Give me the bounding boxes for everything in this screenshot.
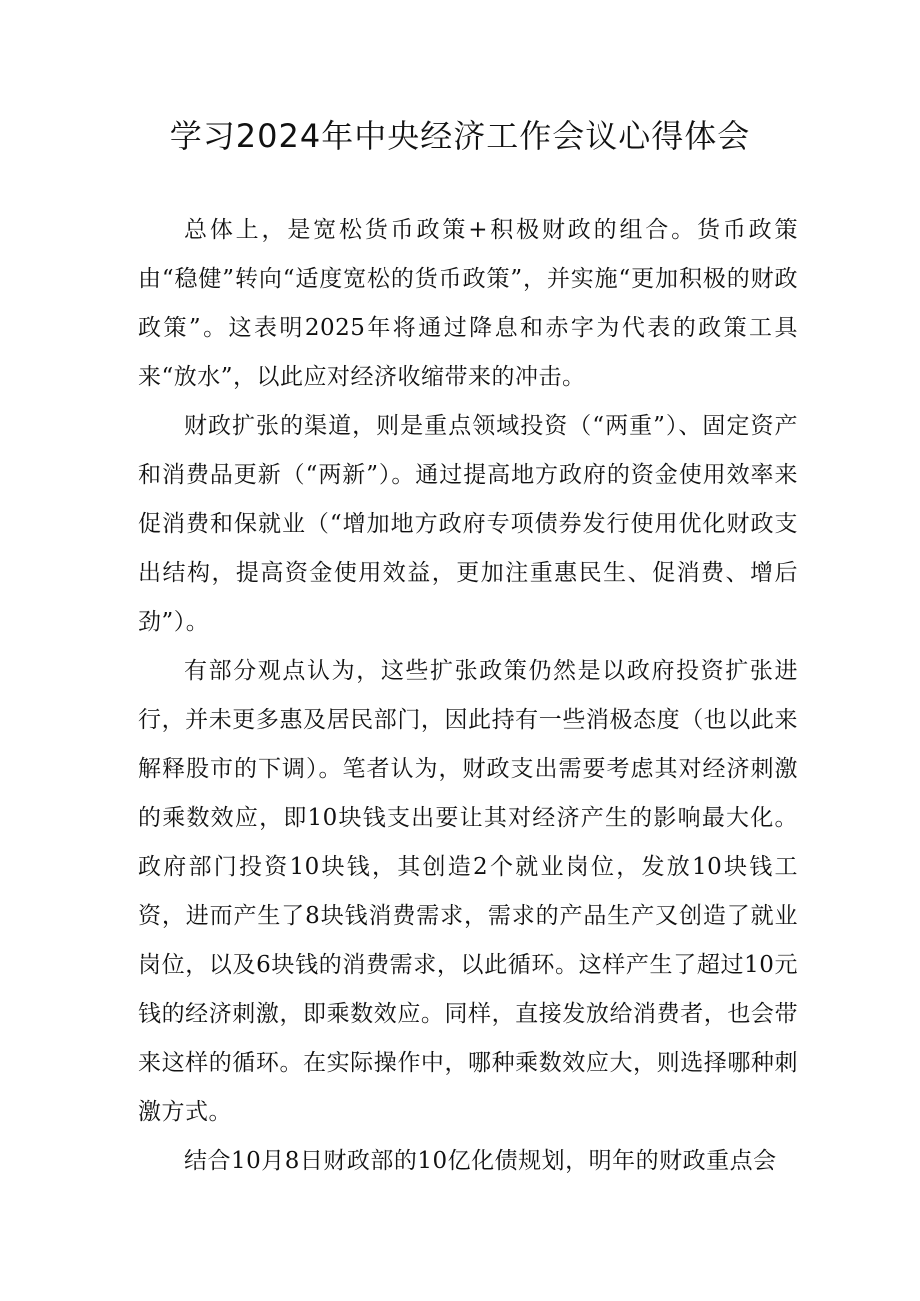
document-title: 学习2024年中央经济工作会议心得体会	[169, 117, 751, 155]
paragraph-1: 总体上，是宽松货币政策+积极财政的组合。货币政策由“稳健”转向“适度宽松的货币政策”，并实施“更加积极的财政政策”。这表明2025年将通过降息和赤字为代表的政策工具来“放水”，以此应对经济收缩带来的冲击。	[138, 217, 798, 390]
paragraph-4: 结合10月8日财政部的10亿化债规划，明年的财政重点会	[184, 1148, 777, 1174]
paragraph-3: 有部分观点认为，这些扩张政策仍然是以政府投资扩张进行，并未更多惠及居民部门，因此持有一些消极态度（也以此来解释股市的下调）。笔者认为，财政支出需要考虑其对经济刺激的乘数效应，即10块钱支出要让其对经济产生的影响最大化。政府部门投资10块钱，其创造2个就业岗位，发放10块钱工资，进而产生了8块钱消费需求，需求的产品生产又创造了就业岗位，以及6块钱的消费需求，以此循环。这样产生了超过10元钱的经济刺激，即乘数效应。同样，直接发放给消费者，也会带来这样的循环。在实际操作中，哪种乘数效应大，则选择哪种刺激方式。	[138, 658, 798, 1125]
document-body	[138, 206, 798, 1186]
paragraph-2: 财政扩张的渠道，则是重点领域投资（“两重”）、固定资产和消费品更新（“两新”）。通过提高地方政府的资金使用效率来促消费和保就业（“增加地方政府专项债券发行使用优化财政支出结构，提高资金使用效益，更加注重惠民生、促消费、增后劲”）。	[138, 413, 798, 635]
